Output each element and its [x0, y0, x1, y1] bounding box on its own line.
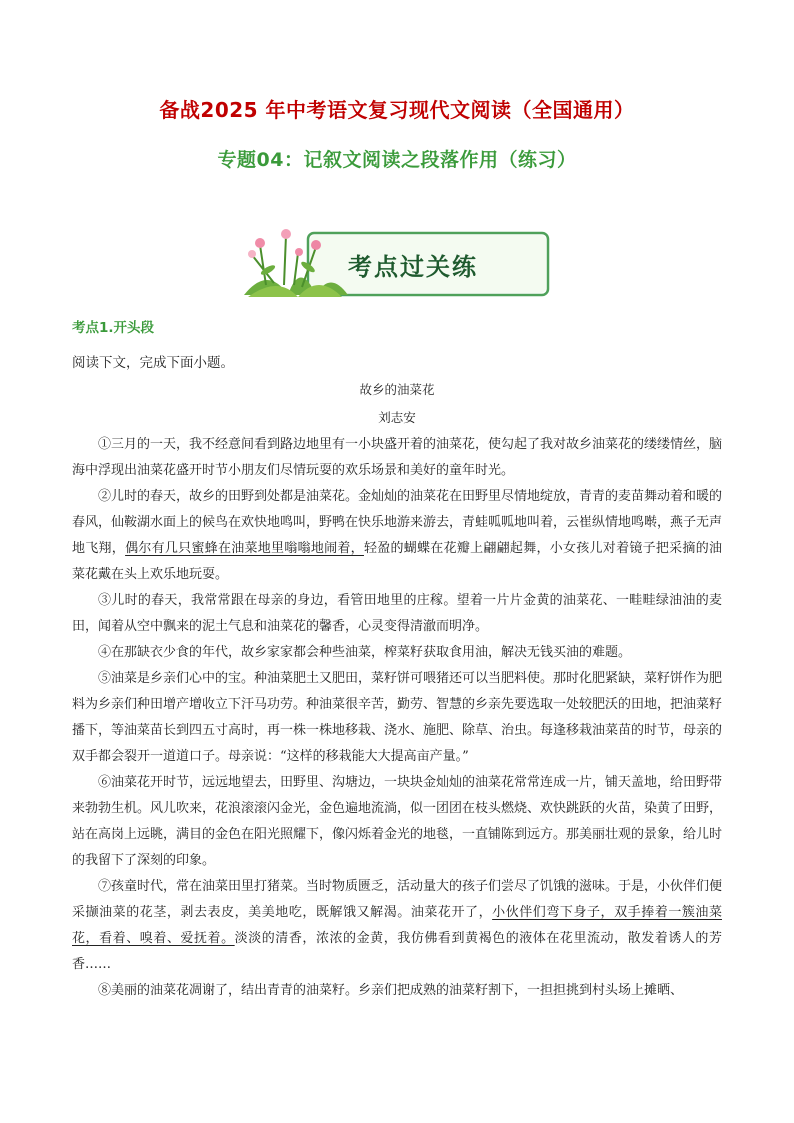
section-banner [238, 225, 551, 303]
paragraph-2 [72, 484, 722, 588]
section-heading: 考点1.开头段 [72, 320, 155, 336]
paragraph-3: ③儿时的春天，我常常跟在母亲的身边，看管田地里的庄稼。望着一片片金黄的油菜花、一畦畦绿油油的麦田，闻着从空中飘来的泥土气息和油菜花的馨香，心灵变得清澈而明净。 [72, 593, 722, 634]
paragraph-2-text-end: 轻盈的蝴蝶在花瓣上翩翩起舞，小女孩儿对着镜子把采摘的油菜花戴在头上欢乐地玩耍。 [72, 541, 722, 582]
page-title: 备战2025 年中考语文复习现代文阅读（全国通用） [159, 98, 635, 122]
page-subtitle: 专题04：记叙文阅读之段落作用（练习） [217, 149, 577, 171]
banner-label: 考点过关练 [348, 253, 478, 281]
paragraph-7-text: ⑦孩童时代，常在油菜田里打猪菜。当时物质匮乏，活动量大的孩子们尝尽了饥饿的滋味。于是，小伙伴们便采撷油菜的花茎，剥去表皮，美美地吃，既解饿又解渴。油菜花开了， [72, 879, 723, 920]
paragraph-7 [72, 874, 722, 978]
underlined-sentence: 偶尔有几只蜜蜂在油菜地里嗡嗡地闹着， [125, 541, 364, 556]
paragraph-5: ⑤油菜是乡亲们心中的宝。种油菜肥土又肥田，菜籽饼可喂猪还可以当肥料使。那时化肥紧缺，菜籽饼作为肥料为乡亲们种田增产增收立下汗马功劳。种油菜很辛苦，勤劳、智慧的乡亲先要选取一处较肥沃的田地，把油菜籽播下，等油菜苗长到四五寸高时，再一株一株地移栽、浇水、施肥、除草、治虫。每逢移栽油菜苗的时节，母亲的双手都会裂开一道道口子。母亲说：“这样的移栽能大大提高亩产量。” [72, 671, 723, 764]
paragraph-8: ⑧美丽的油菜花凋谢了，结出青青的油菜籽。乡亲们把成熟的油菜籽割下，一担担挑到村头场上摊晒、 [98, 983, 684, 998]
article-title: 故乡的油菜花 [359, 382, 435, 397]
article-body [72, 432, 722, 1004]
article-author: 刘志安 [378, 410, 416, 425]
paragraph-7-text-end: 淡淡的清香，浓浓的金黄，我仿佛看到黄褐色的液体在花里流动，散发着诱人的芳香…… [72, 931, 722, 972]
paragraph-6: ⑥油菜花开时节，远远地望去，田野里、沟塘边，一块块金灿灿的油菜花常常连成一片，铺天盖地，给田野带来勃勃生机。风儿吹来，花浪滚滚闪金光，金色遍地流淌，似一团团在枝头燃烧、欢快跳跃的火苗，染黄了田野，站在高岗上远眺，满目的金色在阳光照耀下，像闪烁着金光的地毯，一直铺陈到远方。那美丽壮观的景象，给儿时的我留下了深刻的印象。 [72, 775, 723, 868]
paragraph-2-text: ②儿时的春天，故乡的田野到处都是油菜花。金灿灿的油菜花在田野里尽情地绽放，青青的麦苗舞动着和暖的春风，仙鞍湖水面上的候鸟在欢快地鸣叫，野鸭在快乐地游来游去，青蛙呱呱地叫着，云崔纵情地鸣啭，燕子无声地飞翔， [72, 489, 723, 556]
paragraph-1: ①三月的一天，我不经意间看到路边地里有一小块盛开着的油菜花，使勾起了我对故乡油菜花的缕缕情丝，脑海中浮现出油菜花盛开时节小朋友们尽情玩耍的欢乐场景和美好的童年时光。 [72, 437, 723, 478]
instruction-text: 阅读下文，完成下面小题。 [72, 355, 234, 371]
paragraph-4: ④在那缺衣少食的年代，故乡家家都会种些油菜，榨菜籽获取食用油，解决无钱买油的难题。 [98, 645, 632, 660]
underlined-sentence: 小伙伴们弯下身子，双手捧着一簇油菜花，看着、嗅着、爱抚着。 [72, 905, 722, 946]
